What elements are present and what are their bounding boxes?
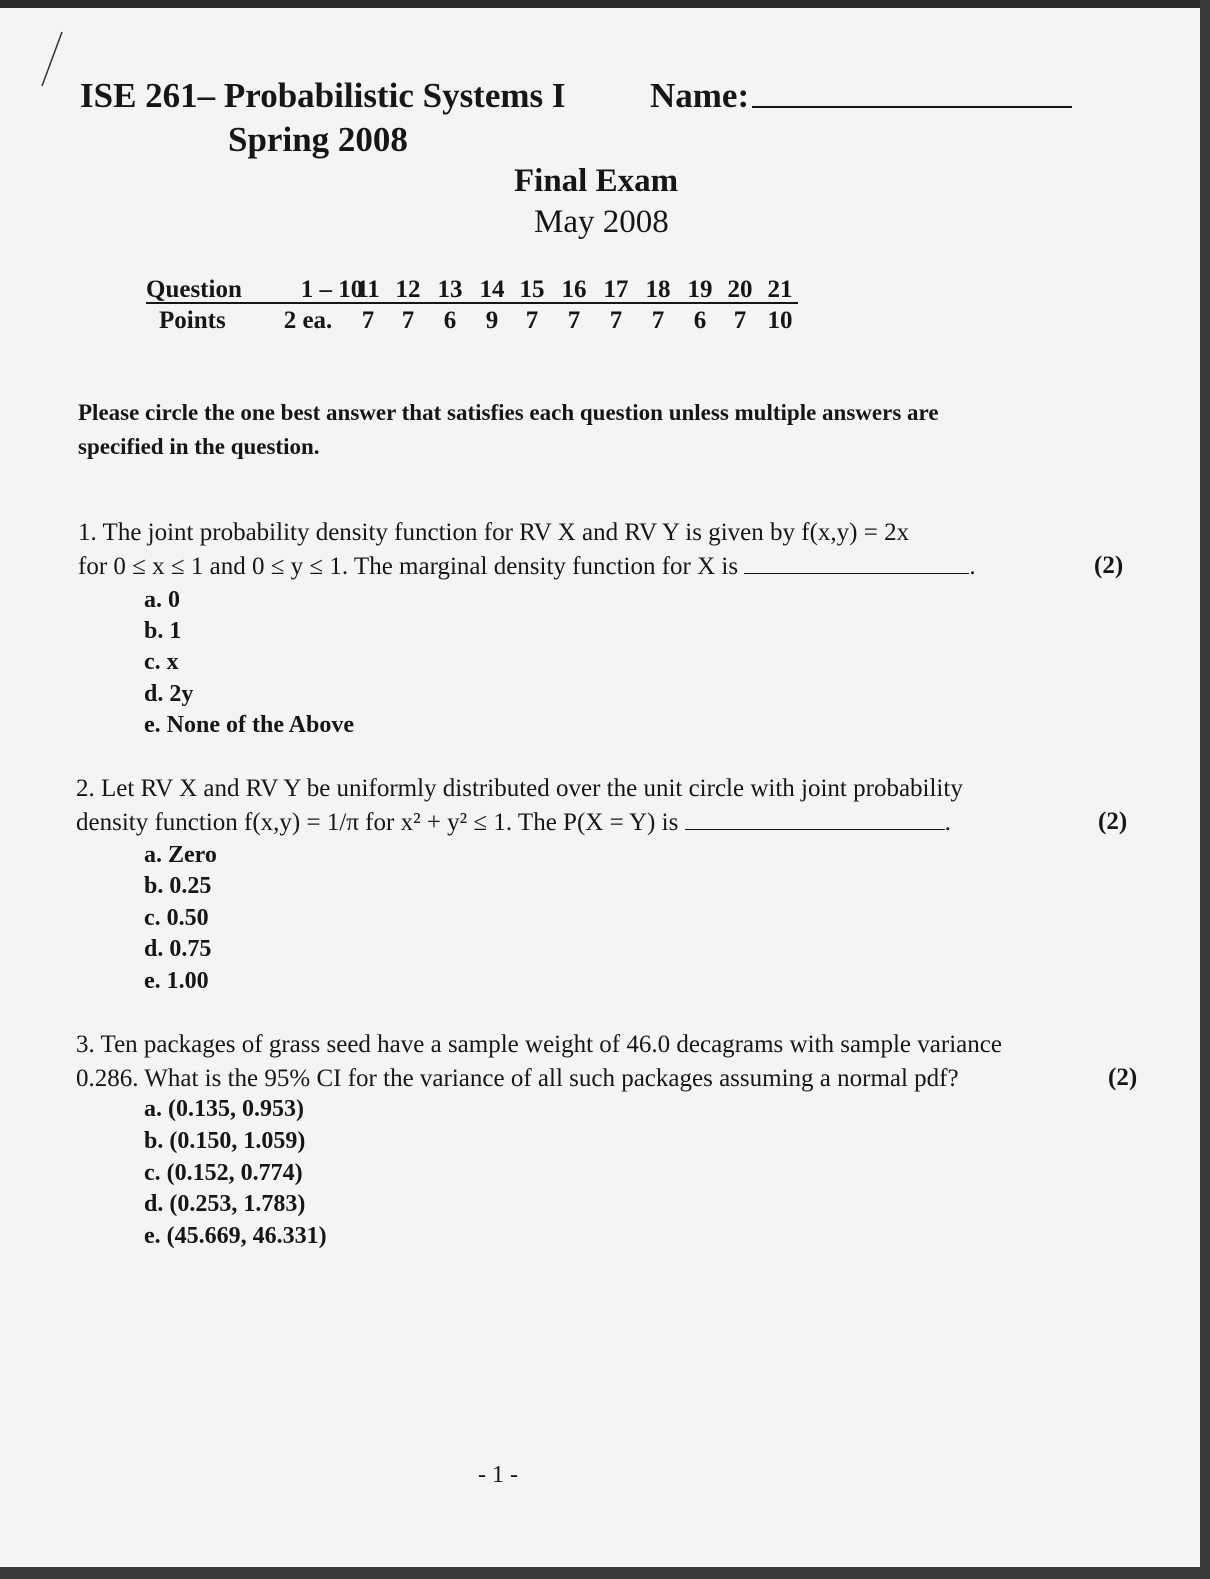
question-3-option-e[interactable]: e. (45.669, 46.331) xyxy=(144,1223,327,1249)
points-col-12: 7 xyxy=(401,307,415,334)
question-3-points: (2) xyxy=(1108,1064,1138,1091)
question-2-text-line-2 xyxy=(76,808,951,838)
question-3-text-line-2: 0.286. What is the 95% CI for the variance of all such packages assuming a normal pdf? xyxy=(76,1065,959,1092)
question-col-17: 17 xyxy=(603,276,629,303)
question-1-option-b[interactable]: b. 1 xyxy=(144,618,182,644)
exam-title: Final Exam xyxy=(514,163,679,199)
points-col-18: 7 xyxy=(651,307,665,334)
question-label: Question xyxy=(146,276,242,303)
question-col-18: 18 xyxy=(645,276,671,303)
scan-edge-bottom xyxy=(0,1567,1210,1579)
question-3-option-b[interactable]: b. (0.150, 1.059) xyxy=(144,1128,306,1154)
points-col-1-10: 2 ea. xyxy=(283,307,333,334)
question-2-option-c[interactable]: c. 0.50 xyxy=(144,905,209,931)
question-col-12: 12 xyxy=(395,276,421,303)
points-col-16: 7 xyxy=(567,307,581,334)
question-2-text-line-1: 2. Let RV X and RV Y be uniformly distributed over the unit circle with joint probability xyxy=(76,775,963,802)
question-3-option-a[interactable]: a. (0.135, 0.953) xyxy=(144,1096,304,1122)
question-col-15: 15 xyxy=(519,276,545,303)
question-2-period: . xyxy=(944,809,951,836)
question-1-option-c[interactable]: c. x xyxy=(144,649,179,675)
question-1-option-a[interactable]: a. 0 xyxy=(144,587,180,613)
question-col-13: 13 xyxy=(437,276,463,303)
points-col-19: 6 xyxy=(693,307,707,334)
question-col-11: 11 xyxy=(356,276,380,303)
points-col-15: 7 xyxy=(525,307,539,334)
points-col-11: 7 xyxy=(361,307,375,334)
question-2-points: (2) xyxy=(1098,808,1128,835)
question-3-option-c[interactable]: c. (0.152, 0.774) xyxy=(144,1160,303,1186)
question-1-text-line-2 xyxy=(78,552,976,582)
question-2-option-b[interactable]: b. 0.25 xyxy=(144,873,212,899)
instructions-line-2: specified in the question. xyxy=(78,434,320,459)
question-1-text: for 0 ≤ x ≤ 1 and 0 ≤ y ≤ 1. The marginal density function for X is xyxy=(78,553,739,580)
name-blank-line[interactable] xyxy=(752,106,1072,108)
name-label: Name: xyxy=(650,76,750,115)
points-col-17: 7 xyxy=(609,307,623,334)
points-col-14: 9 xyxy=(485,307,499,334)
question-2-text: density function f(x,y) = 1/π for x² + y² ≤ 1. The P(X = Y) is xyxy=(76,809,679,836)
scan-edge-right xyxy=(1200,0,1210,1579)
question-2-option-d[interactable]: d. 0.75 xyxy=(144,936,212,962)
question-2-option-a[interactable]: a. Zero xyxy=(144,842,217,868)
instructions-line-1: Please circle the one best answer that satisfies each question unless multiple answers are xyxy=(78,400,939,425)
instructions xyxy=(78,396,939,464)
question-1-period: . xyxy=(969,553,976,580)
question-1-option-d[interactable]: d. 2y xyxy=(144,681,194,707)
question-1-answer-blank[interactable] xyxy=(744,553,969,574)
question-2-option-e[interactable]: e. 1.00 xyxy=(144,968,209,994)
question-col-1-10: 1 – 10 xyxy=(300,276,364,303)
question-3-option-d[interactable]: d. (0.253, 1.783) xyxy=(144,1191,306,1217)
page-number: - 1 - xyxy=(478,1462,518,1488)
question-col-14: 14 xyxy=(479,276,505,303)
question-col-16: 16 xyxy=(561,276,587,303)
semester: Spring 2008 xyxy=(228,120,408,159)
points-col-13: 6 xyxy=(443,307,457,334)
points-col-21: 10 xyxy=(767,307,793,334)
pen-stroke-mark xyxy=(30,28,70,98)
score-table-divider xyxy=(146,302,798,304)
exam-date: May 2008 xyxy=(534,204,669,240)
question-col-19: 19 xyxy=(687,276,713,303)
question-3-text-line-1: 3. Ten packages of grass seed have a sample weight of 46.0 decagrams with sample variance xyxy=(76,1031,1002,1058)
question-col-21: 21 xyxy=(767,276,793,303)
question-2-answer-blank[interactable] xyxy=(685,809,945,830)
question-col-20: 20 xyxy=(727,276,753,303)
question-1-points: (2) xyxy=(1094,552,1124,579)
points-label: Points xyxy=(159,307,226,334)
question-1-option-e[interactable]: e. None of the Above xyxy=(144,712,354,738)
scan-edge-top xyxy=(0,0,1210,8)
course-title: ISE 261– Probabilistic Systems I xyxy=(80,76,566,115)
question-1-text-line-1: 1. The joint probability density function for RV X and RV Y is given by f(x,y) = 2x xyxy=(78,519,910,546)
points-col-20: 7 xyxy=(733,307,747,334)
